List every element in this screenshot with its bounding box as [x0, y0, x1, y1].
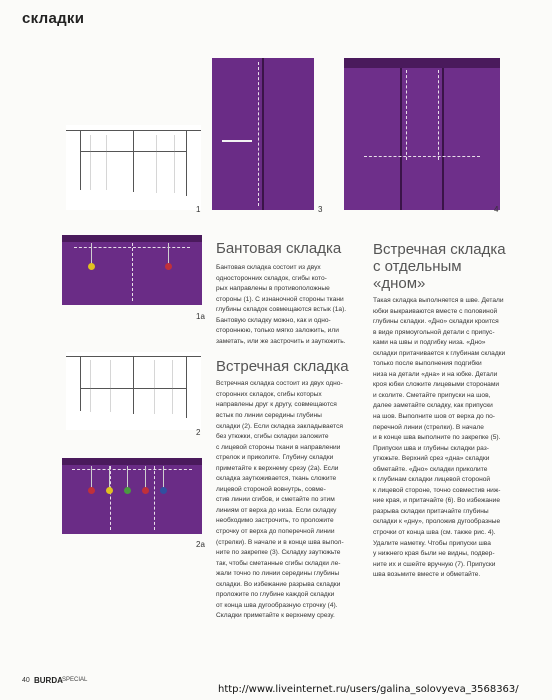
article-column-2 [373, 241, 533, 581]
section-title: складки [22, 10, 85, 27]
text-line: на шов. Выполните шов от верха до по- [373, 413, 495, 421]
paragraph-box-pleat [216, 263, 366, 347]
text-line: Такая складка выполняется в шве. Детали [373, 297, 504, 304]
text-line: Бантовая складка состоит из двух [216, 264, 321, 271]
figure-3-photo [212, 58, 314, 210]
figure-2a-photo [62, 458, 202, 534]
heading-box-pleat: Бантовая складка [216, 240, 342, 257]
text-line: и в конце шва выполните по закрепке (5). [373, 434, 501, 442]
text-line: ние края, и притачайте (6). Во избежание [373, 497, 501, 505]
text-line: рых направлены в противоположные [216, 285, 330, 293]
figure-2a-label: 2a [196, 540, 205, 549]
text-line: складки к «дну», проложив дугообразные [373, 518, 501, 526]
text-line: только после выполнения подгибки [373, 360, 482, 368]
figure-3-label: 3 [318, 205, 323, 214]
text-line: стрелок и приколите. Глубину складки [216, 454, 334, 462]
figure-4-label: 4 [494, 205, 499, 214]
text-line: односторонних складок, сгибы кото- [216, 274, 327, 282]
text-line: ните по закрепке (3). Складку заутюжьте [216, 549, 341, 557]
text-line: глубины складок совмещаются встык (1а). [216, 306, 347, 314]
text-line: далее заметайте складку, как припуски [373, 402, 493, 410]
text-line: разрыва складки притачайте глубины [373, 507, 489, 515]
text-line: «дном» [373, 275, 426, 292]
text-line: Бантовую складку можно, как и одно- [216, 316, 331, 324]
text-line: глубины складки. «Дно» складки кроится [373, 318, 499, 326]
text-line: от конца шва дугообразную строчку (4). [216, 601, 338, 609]
text-line: с лицевой стороны ткани в направлении [216, 443, 341, 451]
text-line: лицевой стороной вовнутрь, совме- [216, 485, 326, 493]
text-line: стороннюю, только мягко заложить, или [216, 327, 339, 335]
article-column-1 [216, 240, 366, 622]
text-line: Встречная складка состоит из двух одно- [216, 380, 343, 388]
paragraph-inverted-pleat [216, 379, 366, 622]
figure-4-photo [344, 58, 500, 210]
text-line: встык по линии середины глубины [216, 412, 322, 420]
watermark-url: http://www.liveinternet.ru/users/galina_solovyeva_3568363/ [218, 684, 519, 695]
text-line: к лицевой стороне, точно совместив ниж- [373, 486, 501, 494]
text-line: складка заутюживается, ткань сложите [216, 475, 337, 483]
text-line: ками на швы и подгибку низа. «Дно» [373, 339, 486, 347]
text-line: перечной линии (стрелки). В начале [373, 423, 484, 431]
figure-1-sketch [66, 125, 201, 210]
heading-inverted-pleat-separate-bottom [373, 241, 533, 292]
text-line: стороны (1). С изнаночной стороны ткани [216, 295, 344, 303]
figure-1-label: 1 [196, 205, 201, 214]
text-line: кроя юбки сложите лицевыми сторонами [373, 381, 500, 389]
figure-2-label: 2 [196, 428, 201, 437]
text-line: Встречная складка [373, 241, 506, 258]
page-number: 40 [22, 677, 30, 684]
text-line: линиям от верха до низа. Если складку [216, 506, 337, 514]
text-line: без утюжки, сгибы складки заложите [216, 433, 329, 441]
text-line: приметайте к верхнему срезу (2а). Если [216, 464, 339, 472]
text-line: юбки выкраиваются вместе с половиной [373, 307, 498, 315]
text-line: строчки от конца шва (см. также рис. 4). [373, 529, 496, 537]
text-line: стив линии сгибов, и сметайте по этим [216, 496, 335, 504]
figure-2-sketch [66, 352, 201, 430]
text-line: жали точно по линии середины глубины [216, 570, 340, 578]
text-line: ните их и сшейте вручную (7). Припуски [373, 560, 496, 568]
text-line: направлены друг к другу, совмещаются [216, 401, 337, 409]
text-line: Удалите наметку. Чтобы припуски шва [373, 539, 491, 547]
text-line: так, чтобы сметанные сгибы складки ле- [216, 559, 341, 567]
text-line: Припуски шва и глубины складки раз- [373, 444, 489, 452]
text-line: складки притачивается к глубинам складки [373, 349, 506, 357]
text-line: в виде прямоугольной детали с припус- [373, 328, 495, 336]
text-line: сторонних складок, сгибы которых [216, 390, 322, 398]
text-line: необходимо застрочить, то проложите [216, 517, 334, 525]
text-line: к глубинам складки лицевой стороной [373, 476, 491, 484]
text-line: и сколите. Сметайте припуски на шов, [373, 391, 491, 399]
text-line: низа на детали «дна» и на юбке. Детали [373, 370, 498, 378]
text-line: с отдельным [373, 258, 462, 275]
text-line: (стрелки). В начале и в конце шва выпол- [216, 538, 344, 546]
text-line: Складки приметайте к верхнему срезу. [216, 612, 335, 620]
brand-logo: BURDA [34, 676, 63, 685]
text-line: у нижнего края были не видны, подвер- [373, 550, 495, 558]
text-line: обметайте. «Дно» складки приколите [373, 465, 488, 473]
text-line: проложите по глубине каждой складки [216, 591, 335, 599]
text-line: складки. Во избежание разрыва складки [216, 580, 341, 588]
text-line: строчку от верха до поперечной линии [216, 528, 335, 536]
heading-inverted-pleat: Встречная складка [216, 358, 349, 376]
paragraph-inverted-pleat-separate-bottom [373, 296, 533, 581]
figure-1a-photo [62, 235, 202, 305]
text-line: утюжьте. Верхний срез «дна» складки [373, 455, 490, 463]
text-line: заметать, или же застрочить и заутюжить. [216, 337, 346, 345]
text-line: шва возьмите вместе и обметайте. [373, 571, 481, 579]
figure-1a-label: 1a [196, 312, 205, 321]
brand-suffix: SPECIAL [62, 677, 88, 683]
text-line: складки (2). Если складка закладывается [216, 422, 343, 430]
